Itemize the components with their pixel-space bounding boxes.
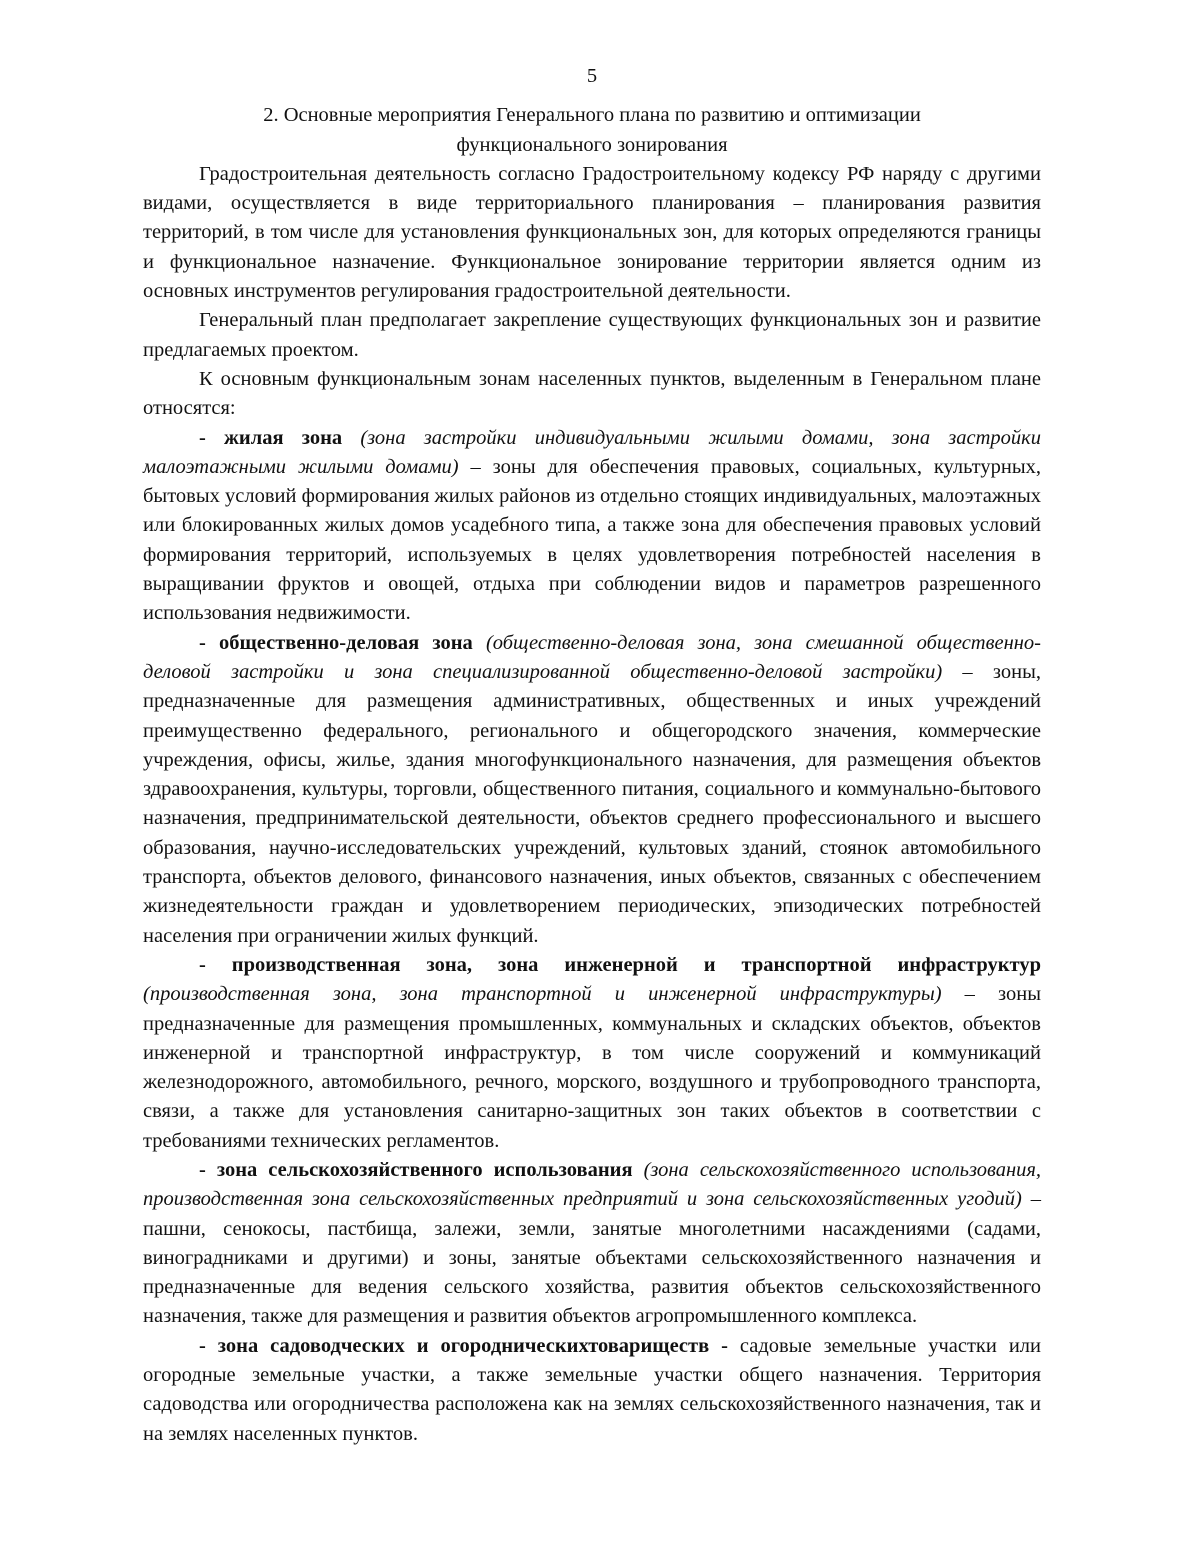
zones-intro-paragraph: К основным функциональным зонам населенных пунктов, выделенным в Генеральном плане относятся: (143, 367, 1041, 420)
section-heading-line-2: функционального зонирования (456, 133, 728, 156)
zone-residential-title: - жилая зона (199, 426, 343, 449)
zone-public-business-description: – зоны, предназначенные для размещения административных, общественных и иных учреждений преимущественно федерального, регионального и общегородского значения, коммерческие учреждения, офисы, жилье, здания многофункционального назначения, для размещения объектов здравоохранения, культуры, торговли, общественного питания, социального и коммунально-бытового назначения, предпринимательской деятельности, объектов среднего профессионального и высшего образования, научно-исследовательских учреждений, культовых зданий, стоянок автомобильного транспорта, объектов делового, финансового назначения, иных объектов, связанных с обеспечением жизнедеятельности граждан и удовлетворением периодических, эпизодических потребностей населения при ограничении жилых функций. (143, 660, 1041, 947)
zone-agricultural-description: – пашни, сенокосы, пастбища, залежи, земли, занятые многолетними насаждениями (садами, виноградниками и другими) и зоны, занятые объектами сельскохозяйственного назначения и предназначенные для ведения сельского хозяйства, развития объектов сельскохозяйственного назначения, также для размещения и развития объектов агропромышленного комплекса. (143, 1188, 1042, 1328)
page-number: 5 (586, 65, 598, 87)
zone-gardening-description: садовые земельные участки или огородные земельные участки, а также земельные участки общего назначения. Территория садоводства или огородничества расположена как на землях сельскохозяйственного назначения, так и на землях населенных пунктов. (143, 1334, 1041, 1445)
general-plan-paragraph: Генеральный план предполагает закрепление существующих функциональных зон и развитие предлагаемых проектом. (143, 309, 1041, 361)
zone-industrial-title: - производственная зона, зона инженерной и транспортной инфраструктур (199, 953, 1041, 976)
zone-agricultural (143, 1156, 1041, 1332)
zone-gardening (143, 1332, 1041, 1449)
zone-residential (143, 424, 1041, 629)
zone-gardening-title: - зона садоводческих и огородническихтовариществ - (199, 1334, 728, 1357)
zone-agricultural-title: - зона сельскохозяйственного использования (199, 1158, 633, 1181)
zone-industrial-subtypes: (производственная зона, зона транспортной и инженерной инфраструктуры) (143, 983, 942, 1006)
zone-public-business-title: - общественно-деловая зона (199, 631, 473, 654)
intro-paragraph: Градостроительная деятельность согласно Градостроительному кодексу РФ наряду с другими видами, осуществляется в виде территориального планирования – планирования развития территорий, в том числе для установления функциональных зон, для которых определяются границы и функциональное назначение. Функциональное зонирование территории является одним из основных инструментов регулирования градостроительной деятельности. (143, 162, 1041, 303)
section-heading-line-1: 2. Основные мероприятия Генерального плана по развитию и оптимизации (263, 104, 921, 127)
section-heading (143, 101, 1041, 160)
document-page (143, 62, 1041, 1449)
zone-public-business (143, 629, 1041, 951)
zone-agricultural-subtypes: (зона сельскохозяйственного использования, производственная зона сельскохозяйственных предприятий и зона сельскохозяйственных угодий) (143, 1158, 1042, 1211)
zone-public-business-subtypes: (общественно-деловая зона, зона смешанной общественно-деловой застройки и зона специализированной общественно-деловой застройки) (143, 631, 1042, 683)
zone-residential-description: – зоны для обеспечения правовых, социальных, культурных, бытовых условий формирования жилых районов из отдельно стоящих индивидуальных, малоэтажных или блокированных жилых домов усадебного типа, а также зона для обеспечения правовых условий формирования территорий, используемых в целях удовлетворения потребностей населения в выращивании фруктов и овощей, отдыха при соблюдении видов и параметров разрешенного использования недвижимости. (143, 455, 1041, 625)
zone-industrial (143, 951, 1041, 1156)
zone-industrial-description: – зоны предназначенные для размещения промышленных, коммунальных и складских объектов, объектов инженерной и транспортной инфраструктур, в том числе сооружений и коммуникаций железнодорожного, автомобильного, речного, морского, воздушного и трубопроводного транспорта, связи, а также для установления санитарно-защитных зон таких объектов в соответствии с требованиями технических регламентов. (143, 983, 1041, 1152)
zone-residential-subtypes: (зона застройки индивидуальными жилыми домами, зона застройки малоэтажными жилыми домами) (143, 426, 1042, 478)
